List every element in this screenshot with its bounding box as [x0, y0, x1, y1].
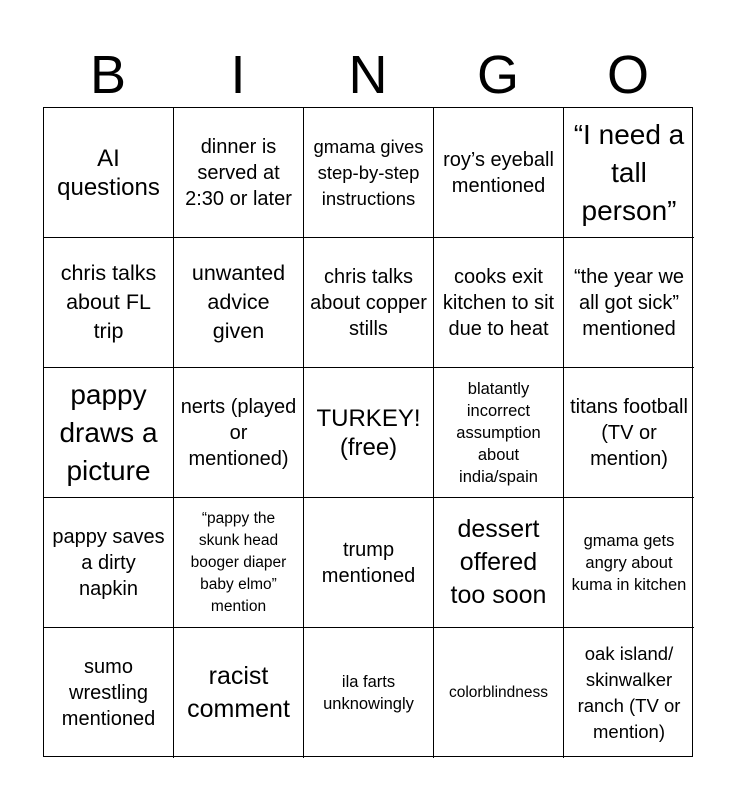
bingo-cell-india-spain[interactable]: blatantly incorrect assumption about india/spain: [434, 368, 564, 498]
bingo-cell-roys-eyeball[interactable]: roy’s eyeball mentioned: [434, 108, 564, 238]
bingo-cell-colorblindness[interactable]: colorblindness: [434, 628, 564, 758]
header-letter-n: N: [348, 45, 388, 105]
bingo-cell-nerts[interactable]: nerts (played or mentioned): [174, 368, 304, 498]
bingo-cell-oak-island[interactable]: oak island/ skinwalker ranch (TV or mention): [577, 643, 681, 742]
bingo-cell-pappy-picture[interactable]: pappy draws a picture: [44, 368, 174, 498]
bingo-cell-tall-person[interactable]: “I need a tall person”: [564, 108, 694, 238]
bingo-cell-titans-football[interactable]: titans football (TV or mention): [564, 368, 694, 498]
bingo-header: [43, 45, 693, 105]
bingo-cell-fl-trip[interactable]: chris talks about FL trip: [44, 238, 174, 368]
bingo-cell-dessert[interactable]: dessert offered too soon: [434, 498, 564, 628]
bingo-cell-ai-questions[interactable]: AI questions: [44, 108, 174, 238]
bingo-cell-kuma-kitchen[interactable]: gmama gets angry about kuma in kitchen: [564, 498, 694, 628]
bingo-cell-ila-farts[interactable]: ila farts unknowingly: [304, 628, 434, 758]
bingo-cell-dinner-time[interactable]: dinner is served at 2:30 or later: [174, 108, 304, 238]
bingo-cell-dirty-napkin[interactable]: pappy saves a dirty napkin: [44, 498, 174, 628]
bingo-cell-racist-comment[interactable]: racist comment: [174, 628, 304, 758]
header-letter-b: B: [89, 45, 127, 105]
header-letter-i: I: [230, 45, 246, 105]
header-letter-g: G: [476, 45, 519, 105]
bingo-cell-step-by-step[interactable]: gmama gives step-by-step instructions: [304, 108, 434, 238]
bingo-cell-skunk-head-mention[interactable]: “pappy the skunk head booger diaper baby elmo” mention: [174, 498, 304, 628]
bingo-cell-cooks-exit[interactable]: cooks exit kitchen to sit due to heat: [434, 238, 564, 368]
bingo-board: [43, 107, 693, 757]
bingo-cell-copper-stills[interactable]: chris talks about copper stills: [304, 238, 434, 368]
bingo-cell-trump[interactable]: trump mentioned: [304, 498, 434, 628]
header-letter-o: O: [606, 45, 649, 105]
bingo-cell-year-sick[interactable]: “the year we all got sick” mentioned: [564, 238, 694, 368]
bingo-cell-sumo[interactable]: sumo wrestling mentioned: [44, 628, 174, 758]
bingo-cell-unwanted-advice[interactable]: unwanted advice given: [174, 238, 304, 368]
bingo-cell-free-space[interactable]: TURKEY! (free): [304, 368, 434, 498]
